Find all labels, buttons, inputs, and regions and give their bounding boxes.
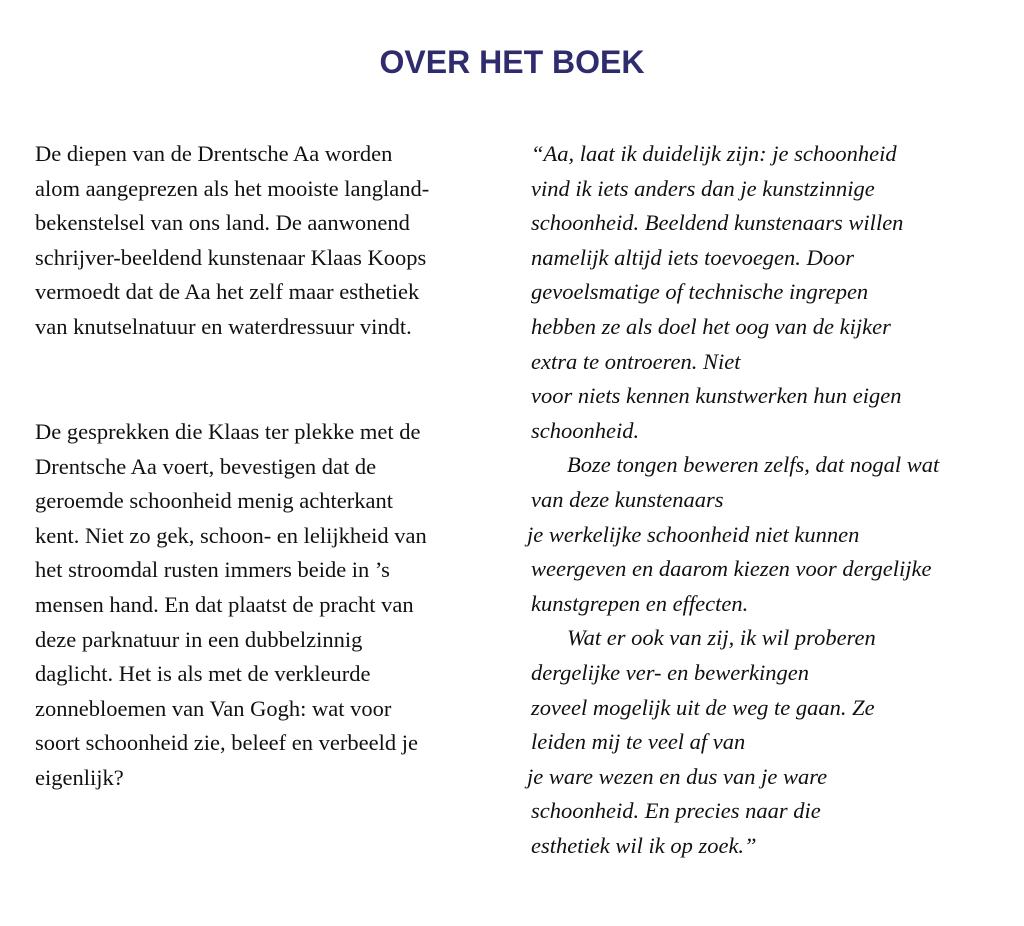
quote-line: esthetiek wil ik op zoek.” [531, 832, 757, 858]
quote-line: “Aa, laat ik duidelijk zijn: je schoonheid [531, 141, 897, 166]
quote-line: Boze tongen beweren zelfs, dat nogal wat [567, 452, 940, 478]
text-line: vermoedt dat de Aa het zelf maar esthetiek [35, 279, 420, 305]
text-line: daglicht. Het is als met de verkleurde [35, 661, 371, 687]
quote-line: vind ik iets anders dan je kunstzinnige [531, 175, 875, 201]
quote-line: dergelijke ver- en bewerkingen [531, 659, 809, 685]
text-line: alom aangeprezen als het mooiste langland- [35, 175, 430, 201]
text-line: De gesprekken die Klaas ter plekke met de [35, 419, 421, 444]
quote-line: je werkelijke schoonheid niet kunnen [527, 521, 860, 547]
page-title: OVER HET BOEK [379, 44, 645, 80]
text-line: De diepen van de Drentsche Aa worden [35, 141, 393, 166]
text-line: zonnebloemen van Van Gogh: wat voor [35, 695, 392, 721]
intro-paragraph-1 [35, 137, 505, 345]
quote-line: zoveel mogelijk uit de weg te gaan. Ze [531, 694, 875, 720]
text-line: schrijver-beeldend kunstenaar Klaas Koops [35, 244, 427, 270]
text-line: geroemde schoonheid menig achterkant [35, 488, 393, 514]
quote-line: Wat er ook van zij, ik wil proberen [567, 625, 876, 651]
quote-line: voor niets kennen kunstwerken hun eigen [531, 383, 902, 409]
quote-line: schoonheid. En precies naar die [531, 798, 821, 824]
quote-line: extra te ontroeren. Niet [531, 348, 741, 374]
quote-line: kunstgrepen en effecten. [531, 590, 749, 616]
text-line: soort schoonheid zie, beleef en verbeeld je [35, 730, 418, 756]
intro-paragraph-2 [35, 415, 505, 796]
quote-line: gevoelsmatige of technische ingrepen [531, 279, 869, 305]
text-line: eigenlijk? [35, 764, 124, 790]
text-line: deze parknatuur in een dubbelzinnig [35, 626, 363, 652]
quote-line: schoonheid. [531, 417, 640, 443]
quote-line: hebben ze als doel het oog van de kijker [531, 313, 891, 339]
text-line: het stroomdal rusten immers beide in ’s [35, 557, 390, 583]
text-line: kent. Niet zo gek, schoon- en lelijkheid van [35, 522, 427, 548]
quote-line: schoonheid. Beeldend kunstenaars willen [531, 210, 904, 236]
text-line: bekenstelsel van ons land. De aanwonend [35, 210, 410, 236]
quote-line: je ware wezen en dus van je ware [527, 763, 828, 789]
quote-block [527, 137, 1011, 863]
quote-line: leiden mij te veel af van [531, 729, 746, 755]
quote-line: van deze kunstenaars [531, 486, 724, 512]
text-line: mensen hand. En dat plaatst de pracht van [35, 591, 414, 617]
text-line: van knutselnatuur en waterdressuur vindt. [35, 313, 412, 339]
quote-line: namelijk altijd iets toevoegen. Door [531, 244, 855, 270]
quote-line: weergeven en daarom kiezen voor dergelijke [531, 556, 932, 582]
text-line: Drentsche Aa voert, bevestigen dat de [35, 453, 377, 479]
